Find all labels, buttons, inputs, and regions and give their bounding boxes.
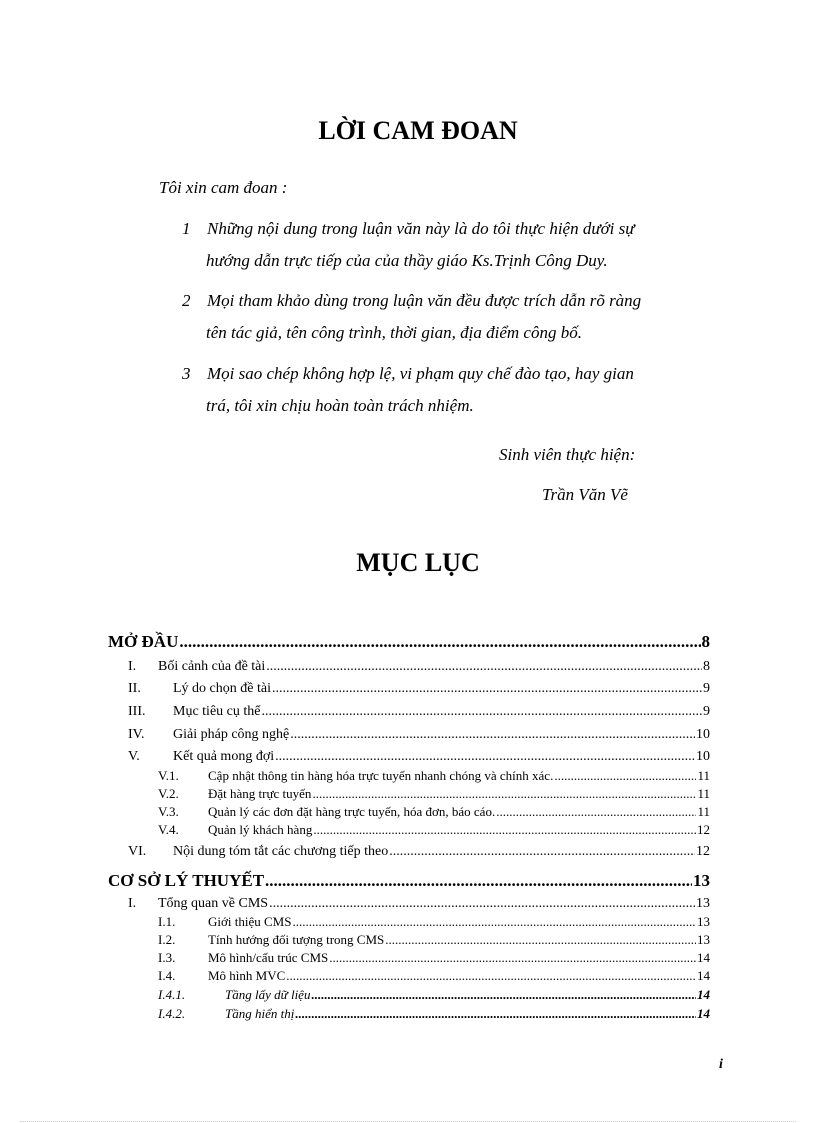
toc-entry-label: Tầng lấy dữ liệu — [225, 987, 311, 1002]
toc-entry-number: V.4. — [158, 822, 179, 837]
toc-entry-page: 10 — [696, 749, 710, 764]
toc-entry[interactable] — [108, 632, 710, 652]
pledge-number: 3 — [182, 364, 191, 383]
toc-dot-leader — [265, 871, 692, 891]
toc-entry-label: Mô hình/cấu trúc CMS — [208, 950, 329, 965]
toc-entry-page: 14 — [697, 968, 710, 983]
toc-entry-label: Quản lý khách hàng — [208, 822, 313, 837]
toc-entry-page: 9 — [703, 681, 710, 696]
toc-entry-page: 14 — [697, 1006, 710, 1021]
pledge-number: 1 — [182, 219, 191, 238]
toc-entry-page: 14 — [697, 950, 710, 965]
toc-entry-number: I. — [128, 896, 137, 911]
pledge-number: 2 — [182, 291, 191, 310]
toc-entry-number: I. — [128, 659, 137, 674]
footer-divider — [20, 1121, 796, 1122]
toc-entry-number: I.4.1. — [158, 987, 186, 1002]
toc-entry-page: 13 — [697, 932, 710, 947]
toc-entry[interactable] — [108, 871, 710, 891]
toc-entry-label: Đặt hàng trực tuyến — [208, 786, 312, 801]
toc-entry-page: 13 — [697, 914, 710, 929]
toc-entry[interactable] — [158, 804, 710, 820]
toc-entry-page: 12 — [696, 844, 710, 859]
page-number: i — [719, 1057, 723, 1072]
pledge-text-line1: Mọi sao chép không hợp lệ, vi phạm quy chế đào tạo, hay gian — [207, 364, 634, 383]
toc-title: MỤC LỤC — [356, 548, 480, 577]
toc-dot-leader — [179, 632, 700, 652]
toc-entry-number: I.1. — [158, 914, 176, 929]
toc-entry[interactable] — [158, 1006, 710, 1022]
pledge-text-line2: tên tác giả, tên công trình, thời gian, địa điểm công bố. — [206, 323, 582, 342]
toc-entry-number: IV. — [128, 727, 145, 742]
toc-entry[interactable] — [158, 950, 710, 966]
toc-entry[interactable] — [158, 987, 710, 1003]
toc-dot-leader — [311, 987, 696, 1003]
toc-entry-page: 14 — [697, 987, 710, 1002]
toc-entry-label: Mục tiêu cụ thể — [173, 704, 261, 719]
toc-dot-leader — [261, 704, 702, 720]
toc-entry-label: Tính hướng đối tượng trong CMS — [208, 932, 385, 947]
toc-dot-leader — [292, 914, 696, 930]
pledge-text-line1: Mọi tham khảo dùng trong luận văn đều được trích dẫn rõ ràng — [207, 291, 642, 310]
toc-entry[interactable] — [128, 896, 710, 912]
toc-entry-page: 11 — [697, 786, 710, 801]
toc-entry-label: MỞ ĐẦU — [108, 632, 179, 651]
toc-entry-number: I.2. — [158, 932, 176, 947]
toc-dot-leader — [275, 749, 695, 765]
declaration-intro: Tôi xin cam đoan : — [159, 178, 288, 197]
toc-entry-number: VI. — [128, 844, 147, 859]
toc-dot-leader — [295, 1006, 696, 1022]
pledge-text-line1: Những nội dung trong luận văn này là do tôi thực hiện dưới sự — [207, 219, 635, 238]
toc-entry-number: I.4.2. — [158, 1006, 186, 1021]
toc-dot-leader — [329, 950, 696, 966]
toc-entry[interactable] — [158, 768, 710, 784]
toc-entry-page: 12 — [697, 822, 710, 837]
toc-entry-page: 9 — [703, 704, 710, 719]
toc-entry[interactable] — [128, 704, 710, 720]
toc-dot-leader — [389, 844, 695, 860]
toc-entry-number: V.2. — [158, 786, 179, 801]
toc-entry[interactable] — [128, 659, 710, 675]
toc-entry-label: Quản lý các đơn đặt hàng trực tuyến, hóa đơn, báo cáo. — [208, 804, 496, 819]
toc-entry-label: Kết quả mong đợi — [173, 749, 275, 764]
toc-entry-label: Mô hình MVC — [208, 968, 286, 983]
pledge-text-line2: hướng dẫn trực tiếp của của thầy giáo Ks.Trịnh Công Duy. — [206, 251, 608, 270]
toc-entry-label: Tổng quan về CMS — [158, 896, 269, 911]
toc-dot-leader — [290, 727, 695, 743]
toc-entry[interactable] — [128, 749, 710, 765]
toc-dot-leader — [266, 659, 702, 675]
toc-entry-label: Tầng hiển thị — [225, 1006, 295, 1021]
toc-entry-page: 11 — [697, 804, 710, 819]
toc-entry-label: Nội dung tóm tắt các chương tiếp theo — [173, 844, 389, 859]
toc-entry[interactable] — [128, 844, 710, 860]
pledge-text-line2: trá, tôi xin chịu hoàn toàn trách nhiệm. — [206, 396, 474, 415]
toc-entry-number: III. — [128, 704, 146, 719]
toc-entry[interactable] — [158, 932, 710, 948]
toc-dot-leader — [269, 896, 695, 912]
toc-entry[interactable] — [158, 914, 710, 930]
toc-entry-page: 13 — [693, 871, 710, 890]
toc-dot-leader — [313, 822, 696, 838]
toc-dot-leader — [272, 681, 702, 697]
signer-role: Sinh viên thực hiện: — [499, 445, 636, 464]
toc-dot-leader — [496, 804, 696, 820]
signer-name: Trần Văn Vẽ — [542, 485, 628, 504]
toc-entry[interactable] — [128, 727, 710, 743]
toc-entry-number: II. — [128, 681, 141, 696]
toc-entry-number: I.4. — [158, 968, 176, 983]
toc-dot-leader — [286, 968, 696, 984]
toc-entry-page: 8 — [703, 659, 710, 674]
toc-entry-label: Bối cảnh của đề tài — [158, 659, 266, 674]
toc-entry-number: I.3. — [158, 950, 176, 965]
declaration-title: LỜI CAM ĐOAN — [318, 116, 518, 145]
toc-entry-label: Giải pháp công nghệ — [173, 727, 290, 742]
toc-entry-number: V. — [128, 749, 140, 764]
toc-entry-label: Lý do chọn đề tài — [173, 681, 271, 696]
toc-entry-label: CƠ SỞ LÝ THUYẾT — [108, 871, 265, 890]
toc-entry-page: 11 — [697, 768, 710, 783]
toc-entry-number: V.1. — [158, 768, 179, 783]
toc-entry-number: V.3. — [158, 804, 179, 819]
toc-entry-label: Cập nhật thông tin hàng hóa trực tuyến nhanh chóng và chính xác. — [208, 768, 554, 783]
toc-entry[interactable] — [158, 822, 710, 838]
toc-dot-leader — [385, 932, 696, 948]
toc-dot-leader — [312, 786, 696, 802]
toc-entry-page: 13 — [696, 896, 710, 911]
toc-entry-label: Giới thiệu CMS — [208, 914, 292, 929]
toc-entry-page: 10 — [696, 727, 710, 742]
toc-entry[interactable] — [128, 681, 710, 697]
toc-dot-leader — [554, 768, 696, 784]
toc-entry[interactable] — [158, 786, 710, 802]
toc-entry-page: 8 — [701, 632, 710, 651]
toc-entry[interactable] — [158, 968, 710, 984]
